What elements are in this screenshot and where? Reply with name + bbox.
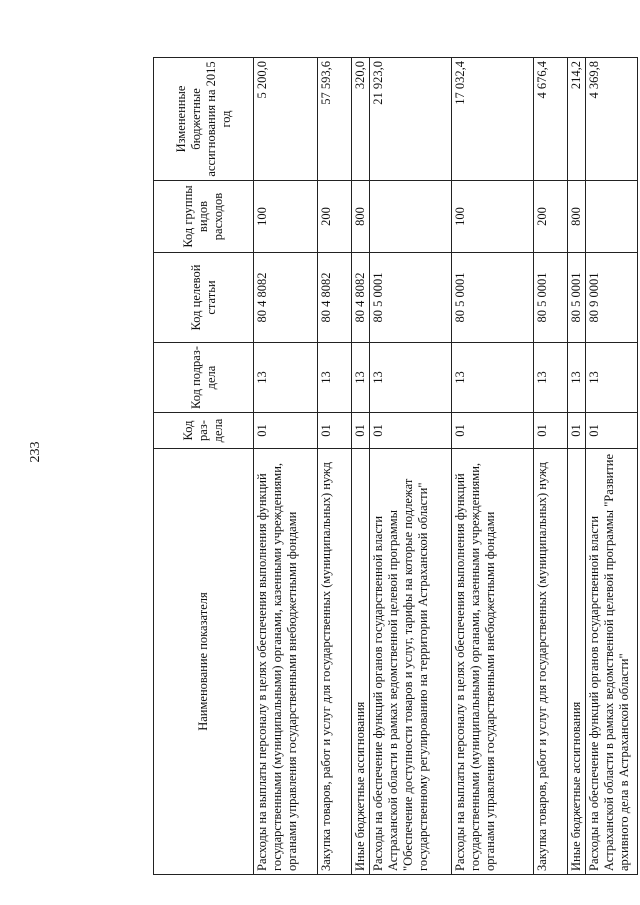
row-section: 01 bbox=[586, 413, 638, 449]
header-expense-group-code: Код группы видов расходов bbox=[154, 181, 254, 253]
row-name: Закупка товаров, работ и услуг для государственных (муниципальных) нужд bbox=[534, 449, 568, 875]
row-group: 200 bbox=[318, 181, 352, 253]
table-header-row bbox=[154, 58, 254, 875]
row-name: Расходы на обеспечение функций органов государственной власти Астраханской области в рамках ведомственной целевой программы "Обеспечение доступности товаров и услуг, тарифы на которые подлежат государственному регулированию на территории Астраханской области" bbox=[370, 449, 452, 875]
table-row bbox=[254, 58, 318, 875]
table-row bbox=[318, 58, 352, 875]
row-amount: 5 200,0 bbox=[254, 58, 318, 181]
row-subsection: 13 bbox=[318, 343, 352, 413]
row-target: 80 5 0001 bbox=[370, 253, 452, 343]
header-budget-2015: Измененные бюджетные ассигнования на 2015 год bbox=[154, 58, 254, 181]
row-target: 80 9 0001 bbox=[586, 253, 638, 343]
row-amount: 320,0 bbox=[352, 58, 370, 181]
row-name: Расходы на выплаты персоналу в целях обеспечения выполнения функций государственными (муниципальными) органами, казенными учреждениями, органами управления государственными внебюджетными фондами bbox=[254, 449, 318, 875]
row-section: 01 bbox=[254, 413, 318, 449]
row-group: 100 bbox=[254, 181, 318, 253]
row-group bbox=[586, 181, 638, 253]
row-amount: 4 676,4 bbox=[534, 58, 568, 181]
row-target: 80 5 0001 bbox=[534, 253, 568, 343]
table-row bbox=[568, 58, 586, 875]
row-amount: 17 032,4 bbox=[452, 58, 534, 181]
row-name: Иные бюджетные ассигнования bbox=[568, 449, 586, 875]
row-section: 01 bbox=[452, 413, 534, 449]
row-group: 800 bbox=[352, 181, 370, 253]
row-subsection: 13 bbox=[586, 343, 638, 413]
page-number: 233 bbox=[28, 441, 43, 463]
table-row bbox=[586, 58, 638, 875]
row-section: 01 bbox=[370, 413, 452, 449]
table-row bbox=[370, 58, 452, 875]
row-subsection: 13 bbox=[452, 343, 534, 413]
row-target: 80 5 0001 bbox=[452, 253, 534, 343]
row-section: 01 bbox=[352, 413, 370, 449]
row-target: 80 4 8082 bbox=[352, 253, 370, 343]
row-subsection: 13 bbox=[534, 343, 568, 413]
row-target: 80 5 0001 bbox=[568, 253, 586, 343]
row-target: 80 4 8082 bbox=[254, 253, 318, 343]
table-row bbox=[534, 58, 568, 875]
row-subsection: 13 bbox=[352, 343, 370, 413]
header-indicator-name: Наименование показателя bbox=[154, 449, 254, 875]
table-row bbox=[352, 58, 370, 875]
row-amount: 21 923,0 bbox=[370, 58, 452, 181]
row-amount: 57 593,6 bbox=[318, 58, 352, 181]
row-group bbox=[370, 181, 452, 253]
row-target: 80 4 8082 bbox=[318, 253, 352, 343]
row-section: 01 bbox=[568, 413, 586, 449]
row-subsection: 13 bbox=[370, 343, 452, 413]
table-row bbox=[452, 58, 534, 875]
row-group: 100 bbox=[452, 181, 534, 253]
row-name: Расходы на обеспечение функций органов государственной власти Астраханской области в рамках ведомственной целевой программы "Развитие архивного дела в Астраханской области" bbox=[586, 449, 638, 875]
row-name: Иные бюджетные ассигнования bbox=[352, 449, 370, 875]
row-name: Расходы на выплаты персоналу в целях обеспечения выполнения функций государственными (муниципальными) органами, казенными учреждениями, органами управления государственными внебюджетными фондами bbox=[452, 449, 534, 875]
header-subsection-code: Код подраз-дела bbox=[154, 343, 254, 413]
row-subsection: 13 bbox=[568, 343, 586, 413]
row-name: Закупка товаров, работ и услуг для государственных (муниципальных) нужд bbox=[318, 449, 352, 875]
budget-table bbox=[153, 57, 638, 875]
header-target-code: Код целевой статьи bbox=[154, 253, 254, 343]
row-section: 01 bbox=[318, 413, 352, 449]
row-amount: 214,2 bbox=[568, 58, 586, 181]
row-amount: 4 369,8 bbox=[586, 58, 638, 181]
row-subsection: 13 bbox=[254, 343, 318, 413]
row-group: 800 bbox=[568, 181, 586, 253]
row-group: 200 bbox=[534, 181, 568, 253]
row-section: 01 bbox=[534, 413, 568, 449]
header-section-code: Код раз-дела bbox=[154, 413, 254, 449]
